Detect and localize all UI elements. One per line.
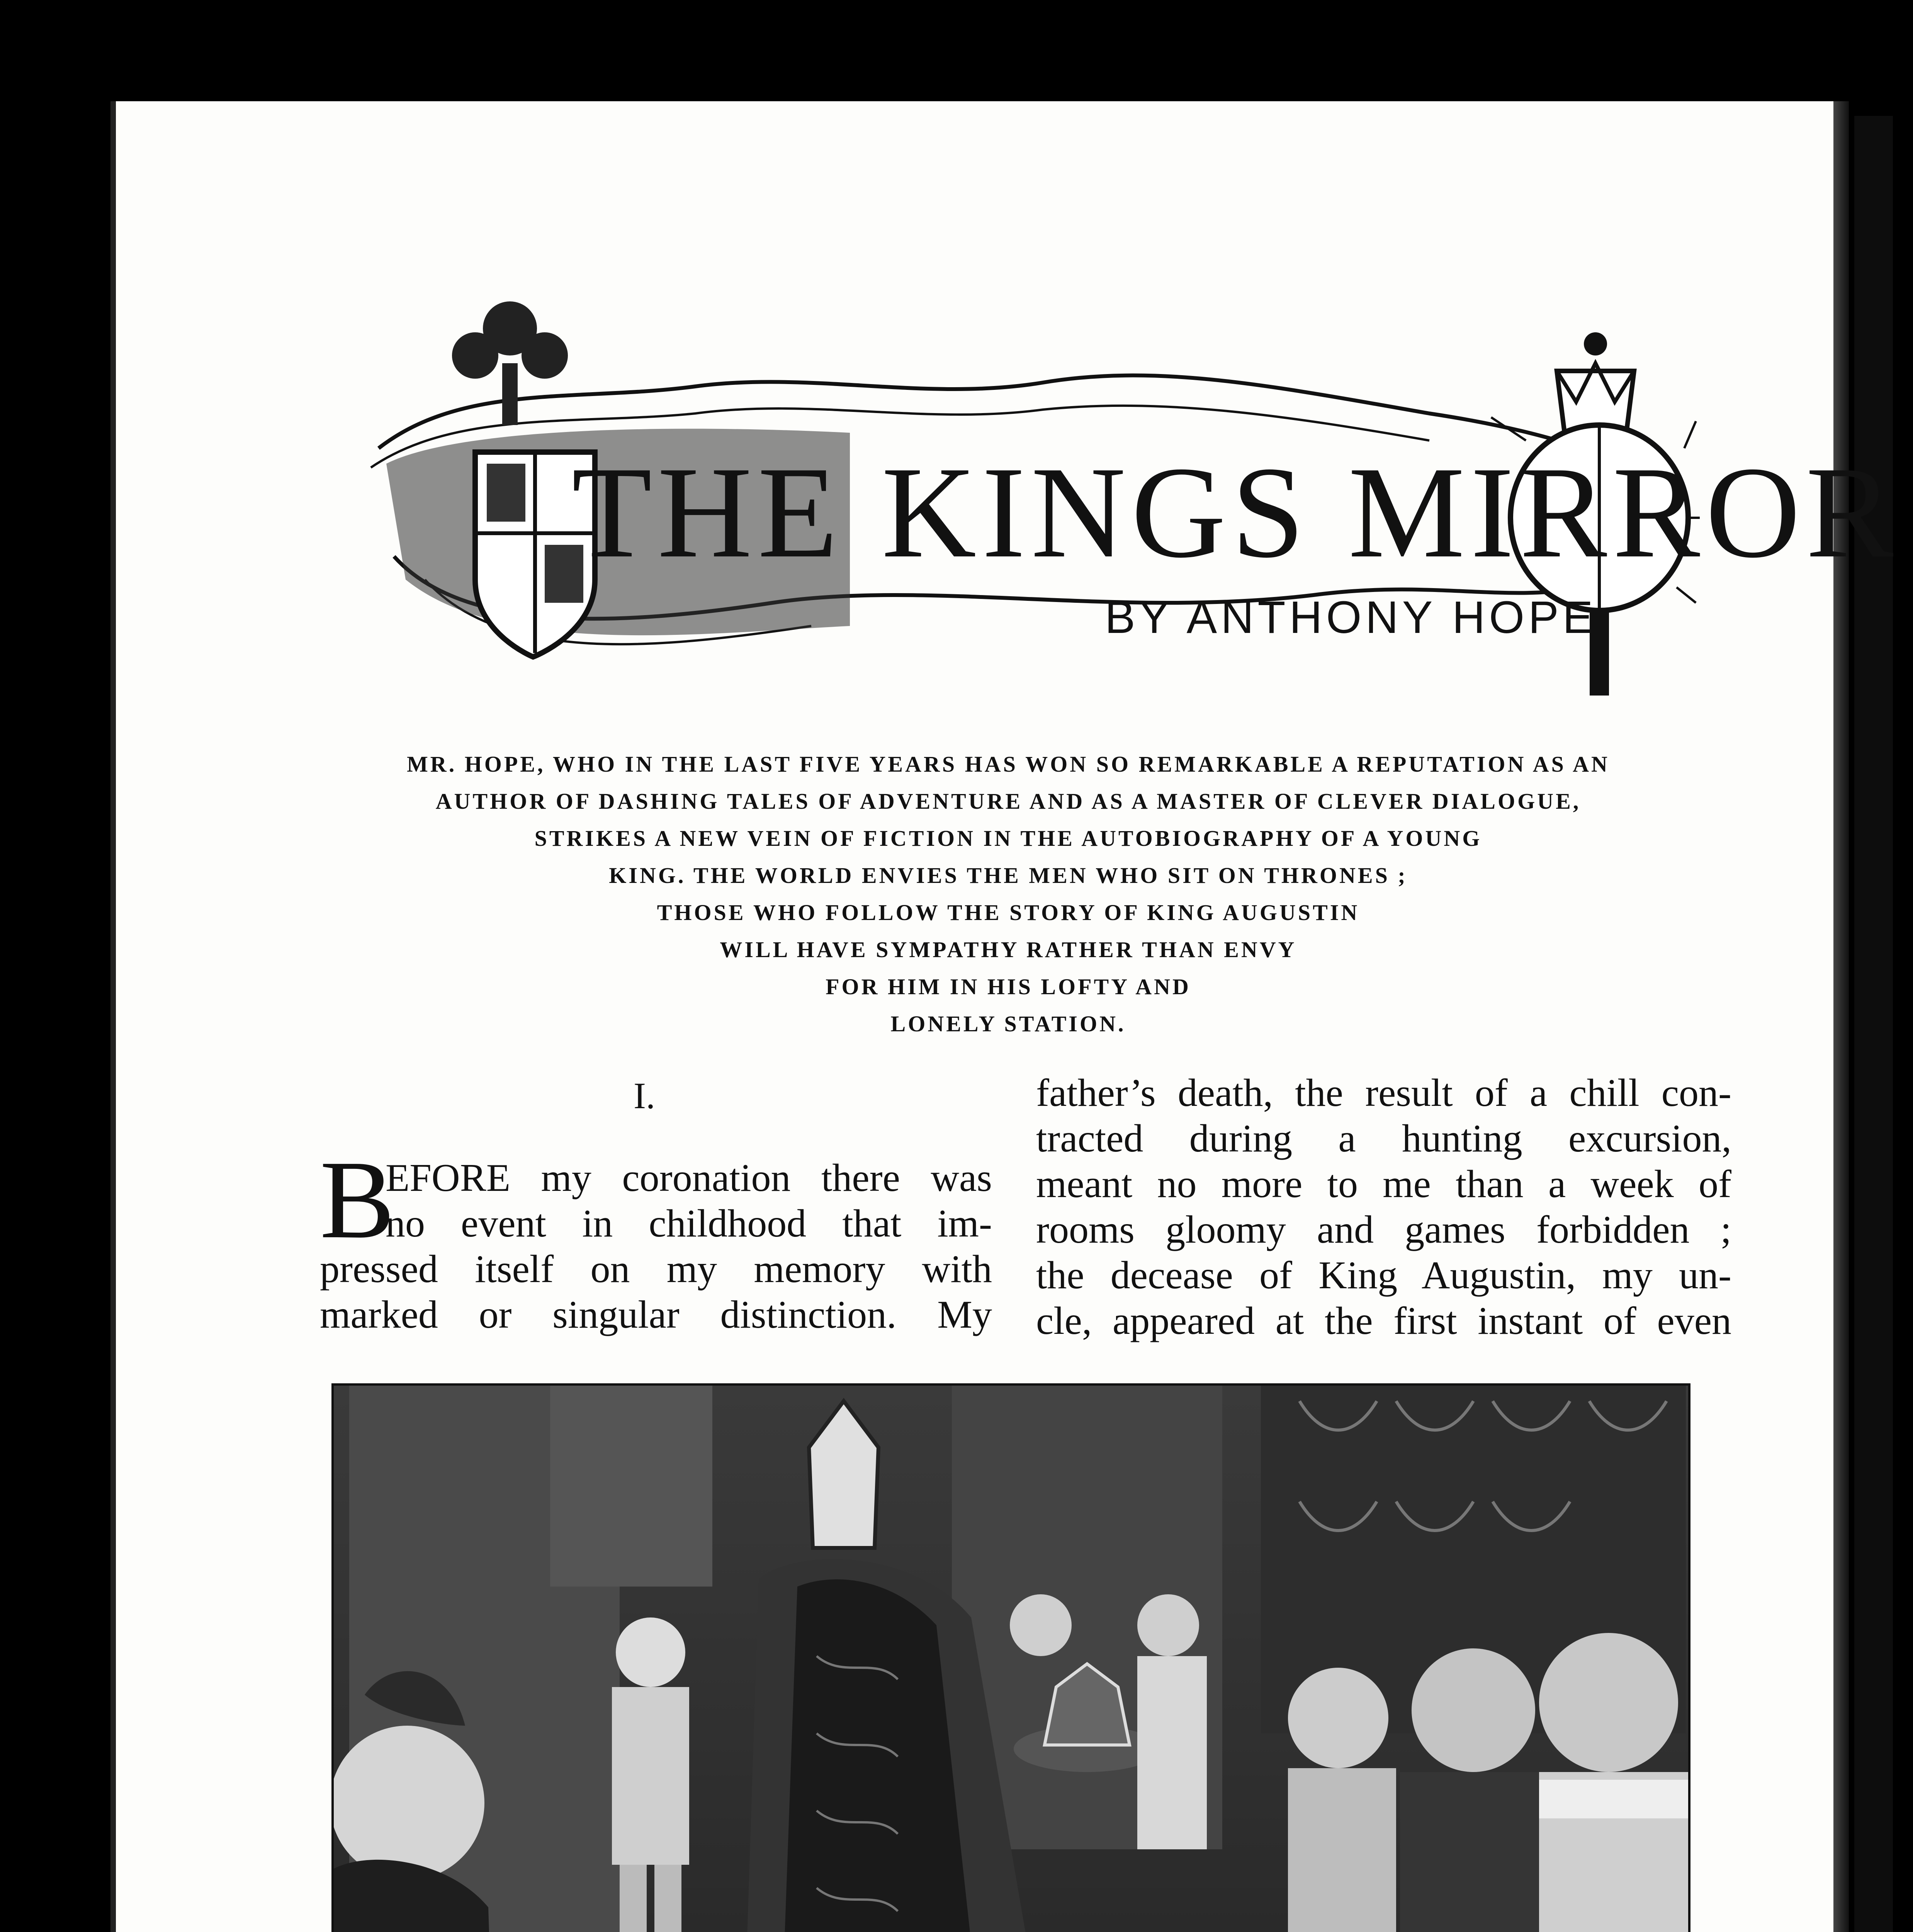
intro-line: LONELY STATION.	[890, 1011, 1126, 1036]
intro-line: MR. HOPE, WHO IN THE LAST FIVE YEARS HAS WON SO REMARKABLE A REPUTATION AS AN	[407, 752, 1610, 777]
intro-line: AUTHOR OF DASHING TALES OF ADVENTURE AND AS A MASTER OF CLEVER DIALOGUE,	[435, 789, 1581, 814]
text-line: no event in childhood that im-	[386, 1202, 992, 1245]
right-text-column	[1036, 1070, 1731, 1344]
page-gutter-shadow	[1833, 101, 1849, 1932]
intro-line: KING. THE WORLD ENVIES THE MEN WHO SIT ON THRONES ;	[609, 863, 1408, 888]
drop-cap: B	[320, 1138, 395, 1262]
text-line: EFORE my coronation there was	[386, 1156, 992, 1200]
text-line: cle, appeared at the first instant of even	[1036, 1299, 1731, 1343]
text-line: father’s death, the result of a chill con-	[1036, 1071, 1731, 1115]
story-title: THE KINGS MIRROR	[572, 439, 1899, 585]
intro-line: FOR HIM IN HIS LOFTY AND	[826, 974, 1191, 999]
text-line: meant no more to me than a week of	[1036, 1162, 1731, 1206]
text-line: pressed itself on my memory with	[320, 1247, 992, 1291]
illustration-drawing	[334, 1386, 1688, 1932]
intro-line: WILL HAVE SYMPATHY RATHER THAN ENVY	[720, 937, 1297, 962]
text-line: rooms gloomy and games forbidden ;	[1036, 1208, 1731, 1252]
left-text-column	[320, 1138, 992, 1338]
chapter-number: I.	[634, 1075, 655, 1116]
text-line: marked or singular distinction. My	[320, 1293, 992, 1337]
intro-line: THOSE WHO FOLLOW THE STORY OF KING AUGUSTIN	[657, 900, 1360, 925]
text-line: tracted during a hunting excursion,	[1036, 1117, 1731, 1160]
intro-blurb	[305, 746, 1711, 1043]
intro-line: STRIKES A NEW VEIN OF FICTION IN THE AUTOBIOGRAPHY OF A YOUNG	[534, 826, 1482, 851]
text-line: the decease of King Augustin, my un-	[1036, 1253, 1731, 1297]
adjacent-page-edge	[1854, 116, 1893, 1932]
author-byline: BY ANTHONY HOPE	[1105, 592, 1597, 643]
officials-group	[1288, 1633, 1688, 1932]
coronation-illustration	[331, 1383, 1690, 1932]
